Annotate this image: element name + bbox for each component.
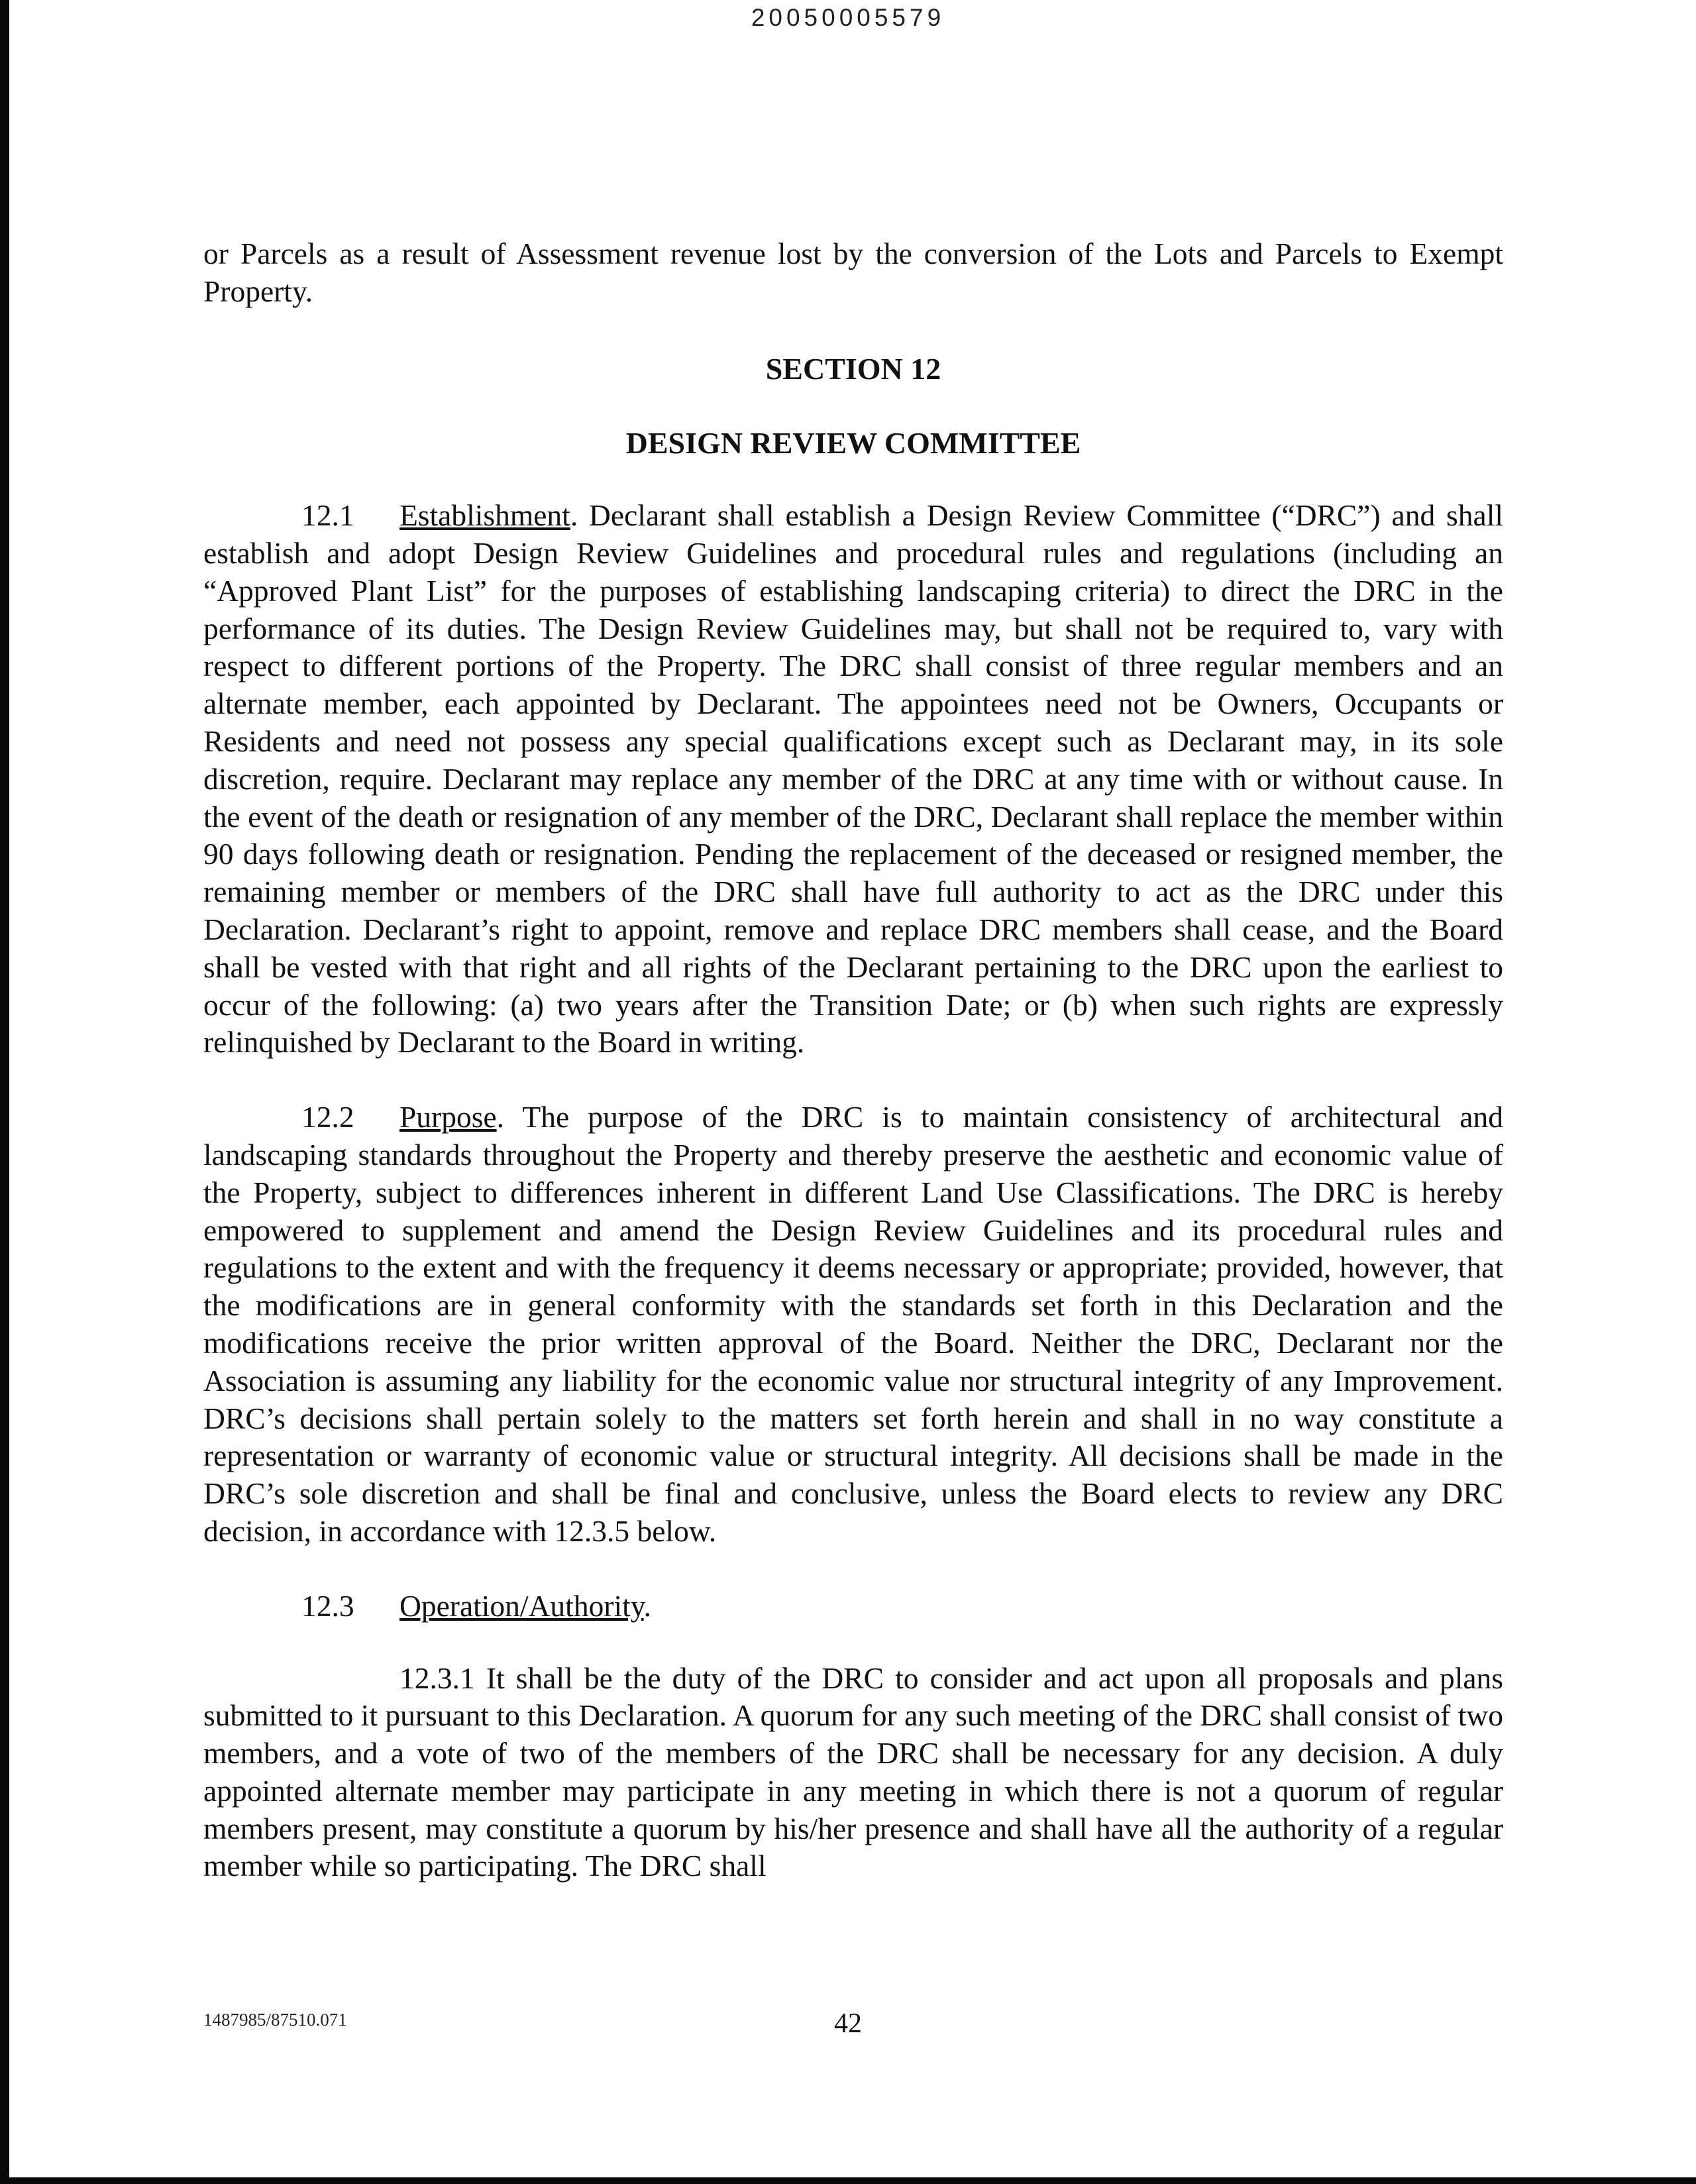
- section-subtitle: DESIGN REVIEW COMMITTEE: [625, 426, 1081, 461]
- section-number: 12.3: [301, 1588, 354, 1623]
- section-number: 12.2: [301, 1100, 354, 1134]
- continuation-paragraph: or Parcels as a result of Assessment revenue lost by the conversion of the Lots and Parcels to Exempt Property.: [203, 237, 1503, 308]
- paragraph-body: . Declarant shall establish a Design Review Committee (“DRC”) and shall establish and adopt Design Review Guidelines and procedural rules and regulations (including an “Approved Plant List” for the purposes of establishing landscaping criteria) to direct the DRC in the performance of its duties. The Design Review Guidelines may, but shall not be required to, vary with respect to different portions of the Property. The DRC shall consist of three regular members and an alternate member, each appointed by Declarant. The appointees need not be Owners, Occupants or Residents and need not possess any special qualifications except such as Declarant may, in its sole discretion, require. Declarant may replace any member of the DRC at any time with or without cause. In the event of the death or resignation of any member of the DRC, Declarant shall replace the member within 90 days following death or resignation. Pending the replacement of the deceased or resigned member, the remaining member or members of the DRC shall have full authority to act as the DRC under this Declaration. Declarant’s right to appoint, remove and replace DRC members shall cease, and the Board shall be vested with that right and all rights of the Declarant pertaining to the DRC upon the earliest to occur of the following: (a) two years after the Transition Date; or (b) when such rights are expressly relinquished by Declarant to the Board in writing.: [203, 498, 1503, 1060]
- document-number: 20050005579: [751, 4, 945, 31]
- paragraph-12-3-1: 12.3.1 It shall be the duty of the DRC to consider and act upon all proposals and plans submitted to it pursuant to this Declaration. A quorum for any such meeting of the DRC shall consist of two members, and a vote of two of the members of the DRC shall be necessary for any decision. A duly appointed alternate member may participate in any meeting in which there is not a quorum of regular members present, may constitute a quorum by his/her presence and shall have all the authority of a regular member while so participating. The DRC shall: [203, 1661, 1503, 1883]
- paragraph-12-2: [203, 1099, 1503, 1551]
- scan-edge-left: [0, 0, 9, 2184]
- page-body: [203, 235, 1503, 1885]
- paragraph-body: . The purpose of the DRC is to maintain consistency of architectural and landscaping standards throughout the Property and thereby preserve the aesthetic and economic value of the Property, subject to differences inherent in different Land Use Classifications. The DRC is hereby empowered to supplement and amend the Design Review Guidelines and its procedural rules and regulations to the extent and with the frequency it deems necessary or appropriate; provided, however, that the modifications are in general conformity with the standards set forth in this Declaration and the modifications receive the prior written approval of the Board. Neither the DRC, Declarant nor the Association is assuming any liability for the economic value nor structural integrity of any Improvement. DRC’s decisions shall pertain solely to the matters set forth herein and shall in no way constitute a representation or warranty of economic value or structural integrity. All decisions shall be made in the DRC’s sole discretion and shall be final and conclusive, unless the Board elects to review any DRC decision, in accordance with 12.3.5 below.: [203, 1100, 1503, 1548]
- section-number: 12.1: [301, 498, 354, 533]
- section-heading: Operation/Authority: [399, 1588, 644, 1623]
- footer-document-id: 1487985/87510.071: [203, 2010, 347, 2030]
- section-heading: Establishment: [399, 498, 570, 533]
- scan-edge-bottom: [0, 2177, 1696, 2184]
- section-title: SECTION 12: [765, 351, 941, 386]
- page-number: 42: [834, 2008, 862, 2039]
- paragraph-12-1: [203, 497, 1503, 1062]
- paragraph-12-3: [203, 1588, 1503, 1625]
- heading-punctuation: .: [643, 1588, 651, 1623]
- section-heading: Purpose: [399, 1100, 497, 1134]
